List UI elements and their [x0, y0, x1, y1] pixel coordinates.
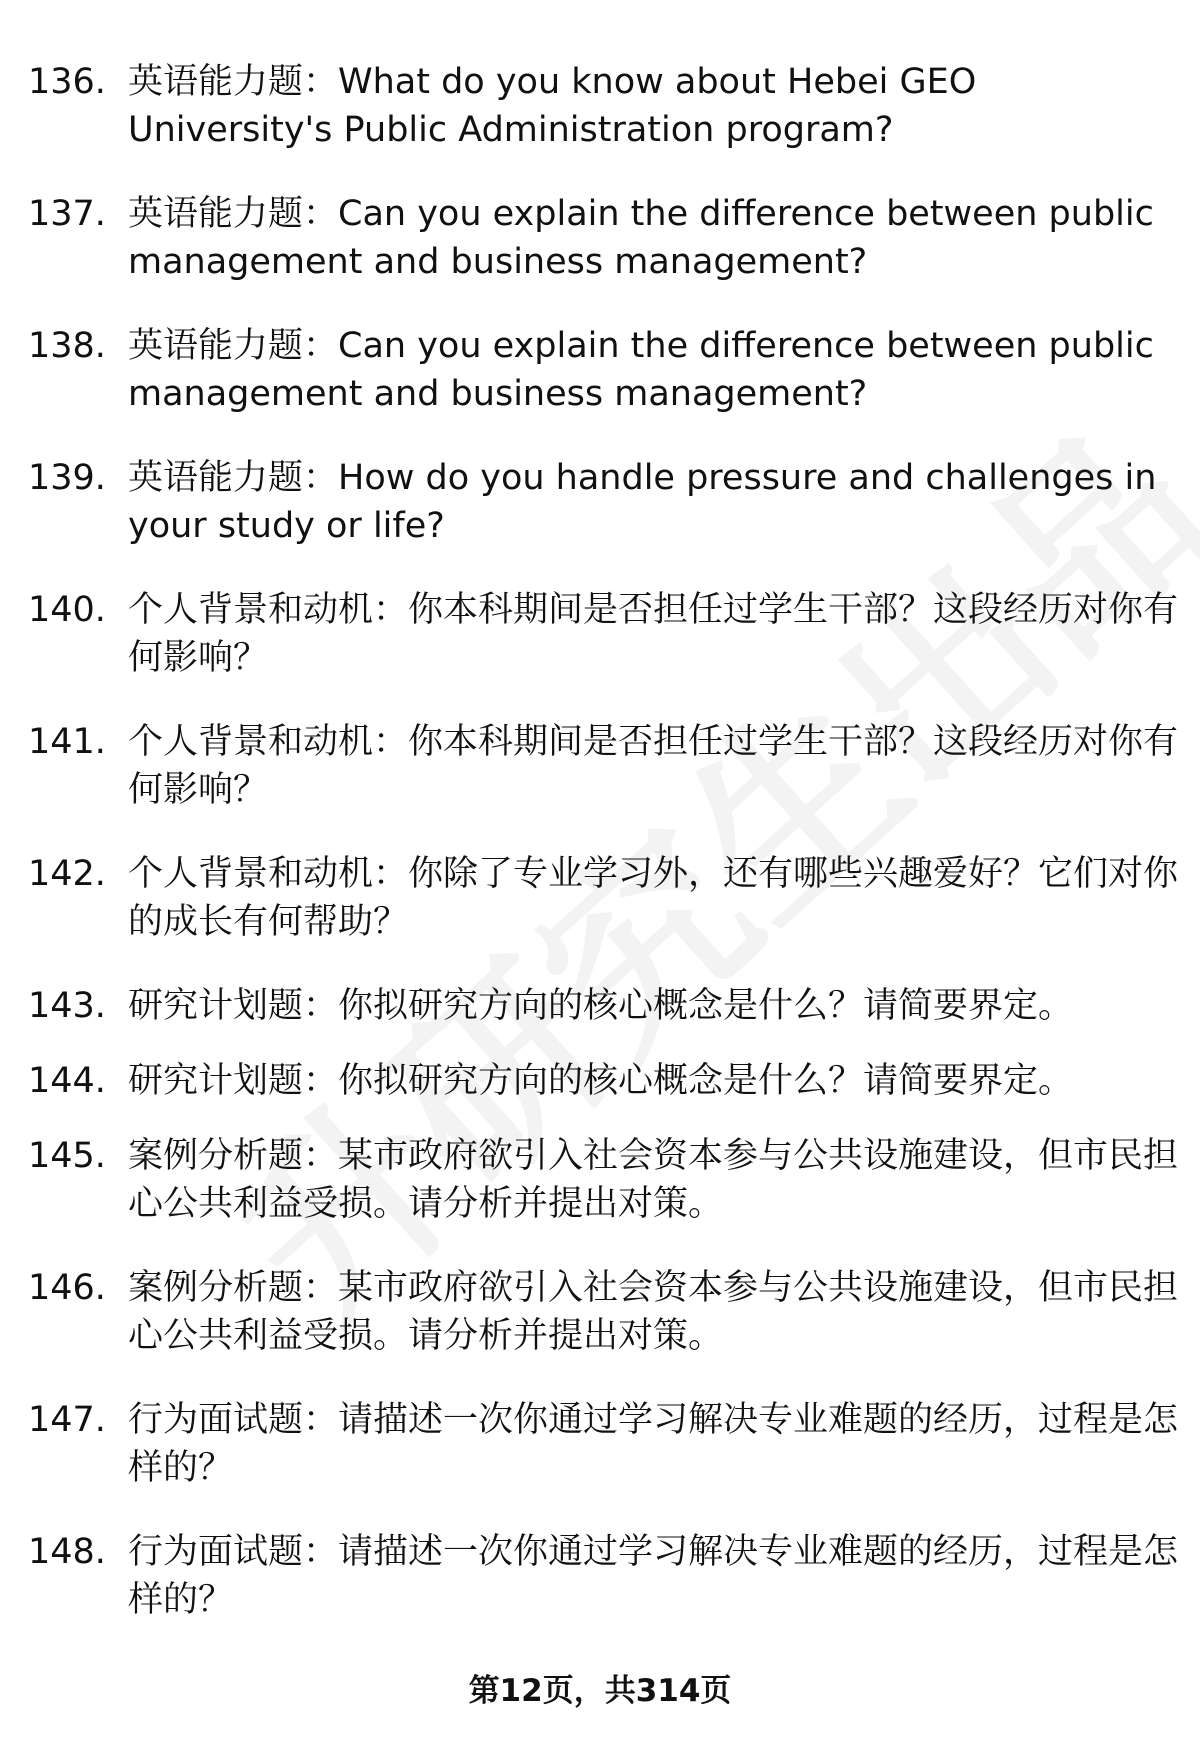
question-list: [28, 58, 1178, 1660]
question-text: 英语能力题：Can you explain the difference between public management and business management?: [128, 326, 1154, 414]
question-item: [28, 190, 1178, 322]
question-number: 145.: [28, 1136, 106, 1176]
question-number: 143.: [28, 986, 106, 1026]
question-text: 研究计划题：你拟研究方向的核心概念是什么？请简要界定。: [128, 986, 1074, 1026]
page-footer: 第12页，共314页: [468, 1673, 732, 1709]
question-number: 139.: [28, 458, 106, 498]
question-item: [28, 586, 1178, 718]
question-text: 研究计划题：你拟研究方向的核心概念是什么？请简要界定。: [128, 1061, 1074, 1101]
question-item: [28, 322, 1178, 454]
question-item: [28, 1264, 1178, 1396]
question-text: 个人背景和动机：你本科期间是否担任过学生干部？这段经历对你有何影响？: [128, 722, 1179, 810]
question-item: [28, 718, 1178, 850]
question-number: 137.: [28, 194, 106, 234]
question-text: 案例分析题：某市政府欲引入社会资本参与公共设施建设，但市民担心公共利益受损。请分析并提出对策。: [128, 1268, 1179, 1356]
question-text: 行为面试题：请描述一次你通过学习解决专业难题的经历，过程是怎样的？: [128, 1400, 1179, 1488]
question-item: [28, 1528, 1178, 1660]
question-number: 148.: [28, 1532, 106, 1572]
question-number: 146.: [28, 1268, 106, 1308]
question-text: 行为面试题：请描述一次你通过学习解决专业难题的经历，过程是怎样的？: [128, 1532, 1179, 1620]
question-text: 英语能力题：How do you handle pressure and challenges in your study or life?: [128, 458, 1157, 546]
question-item: [28, 1132, 1178, 1264]
question-item: [28, 850, 1178, 982]
question-text: 英语能力题：Can you explain the difference between public management and business management?: [128, 194, 1154, 282]
question-item: [28, 58, 1178, 190]
question-text: 英语能力题：What do you know about Hebei GEO University's Public Administration program?: [128, 62, 977, 150]
question-number: 136.: [28, 62, 106, 102]
question-number: 141.: [28, 722, 106, 762]
question-number: 147.: [28, 1400, 106, 1440]
question-number: 138.: [28, 326, 106, 366]
question-item: [28, 1396, 1178, 1528]
question-number: 142.: [28, 854, 106, 894]
question-text: 个人背景和动机：你本科期间是否担任过学生干部？这段经历对你有何影响？: [128, 590, 1179, 678]
question-item: [28, 982, 1178, 1057]
question-text: 案例分析题：某市政府欲引入社会资本参与公共设施建设，但市民担心公共利益受损。请分析并提出对策。: [128, 1136, 1179, 1224]
question-number: 144.: [28, 1061, 106, 1101]
question-text: 个人背景和动机：你除了专业学习外，还有哪些兴趣爱好？它们对你的成长有何帮助？: [128, 854, 1179, 942]
question-number: 140.: [28, 590, 106, 630]
question-item: [28, 454, 1178, 586]
question-item: [28, 1057, 1178, 1132]
